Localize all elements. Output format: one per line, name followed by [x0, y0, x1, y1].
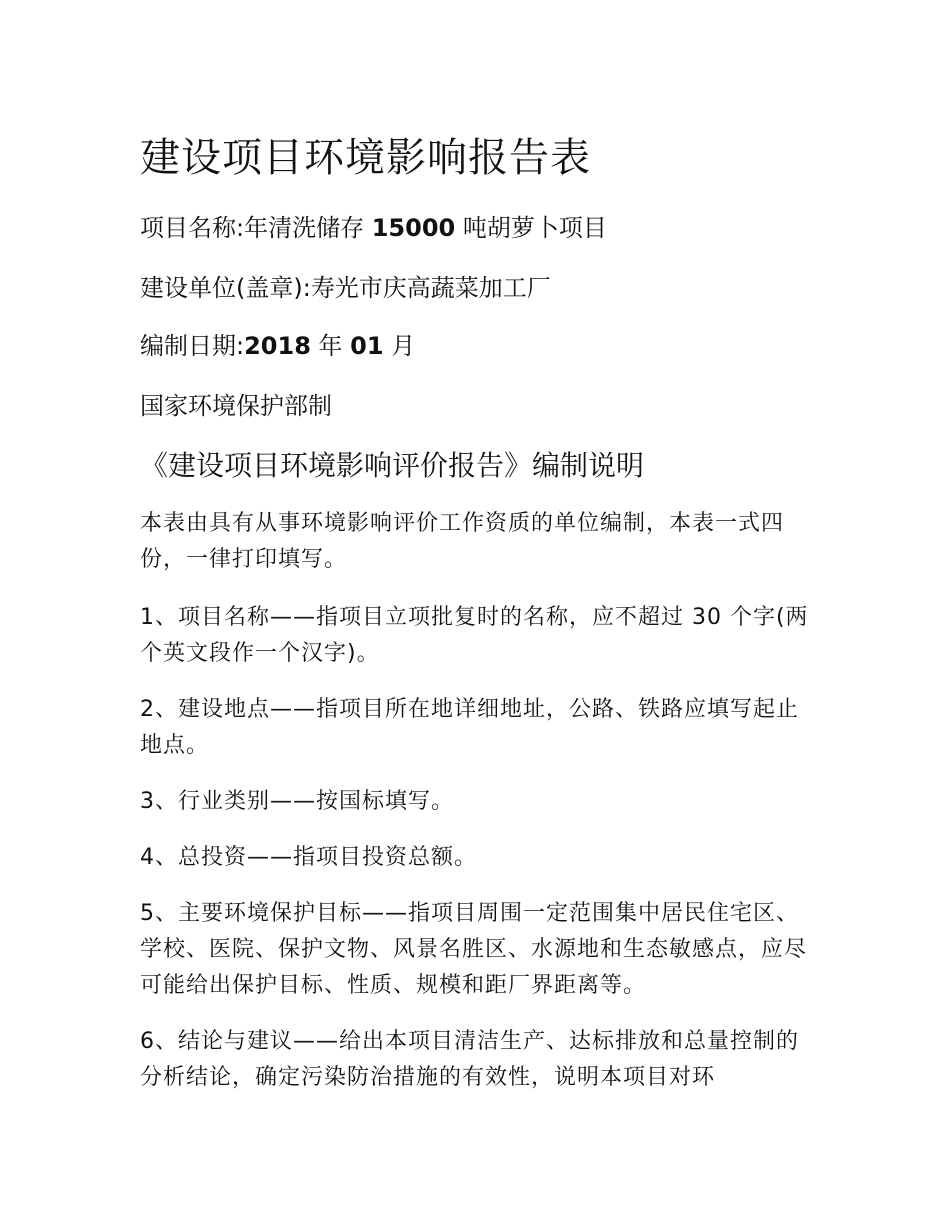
paragraph-item-1: 1、项目名称——指项目立项批复时的名称，应不超过 30 个字(两个英文段作一个汉字)。 [140, 605, 809, 666]
project-quantity: 15000 [371, 214, 456, 242]
construction-unit-value: 寿光市庆高蔬菜加工厂 [310, 274, 551, 302]
compile-date-label: 编制日期: [140, 332, 245, 360]
year-unit: 年 [318, 332, 343, 360]
paragraph-item-3: 3、行业类别——按国标填写。 [140, 789, 454, 814]
construction-unit-label: 建设单位(盖章): [140, 274, 311, 302]
compile-year: 2018 [244, 332, 311, 360]
project-name-prefix: 年清洗储存 [244, 214, 365, 242]
month-unit: 月 [391, 332, 416, 360]
paragraph-intro: 本表由具有从事环境影响评价工作资质的单位编制，本表一式四份，一律打印填写。 [140, 511, 785, 572]
issuer-line: 国家环境保护部制 [140, 392, 332, 420]
compile-date-line [140, 326, 415, 361]
section-title: 《建设项目环境影响评价报告》编制说明 [140, 449, 645, 482]
project-name-suffix: 吨胡萝卜项目 [462, 214, 607, 242]
compile-month: 01 [350, 332, 384, 360]
project-name-label: 项目名称: [140, 214, 245, 242]
paragraph-item-2: 2、建设地点——指项目所在地详细地址，公路、铁路应填写起止地点。 [140, 697, 799, 758]
construction-unit-line [140, 268, 551, 303]
document-title: 建设项目环境影响报告表 [140, 135, 591, 181]
paragraph-item-6: 6、结论与建议——给出本项目清洁生产、达标排放和总量控制的分析结论，确定污染防治措施的有效性，说明本项目对环 [140, 1029, 799, 1090]
paragraph-item-4: 4、总投资——指项目投资总额。 [140, 845, 477, 870]
project-name-line [140, 208, 607, 243]
paragraph-item-5: 5、主要环境保护目标——指项目周围一定范围集中居民住宅区、学校、医院、保护文物、风景名胜区、水源地和生态敏感点，应尽可能给出保护目标、性质、规模和距厂界距离等。 [140, 901, 808, 998]
